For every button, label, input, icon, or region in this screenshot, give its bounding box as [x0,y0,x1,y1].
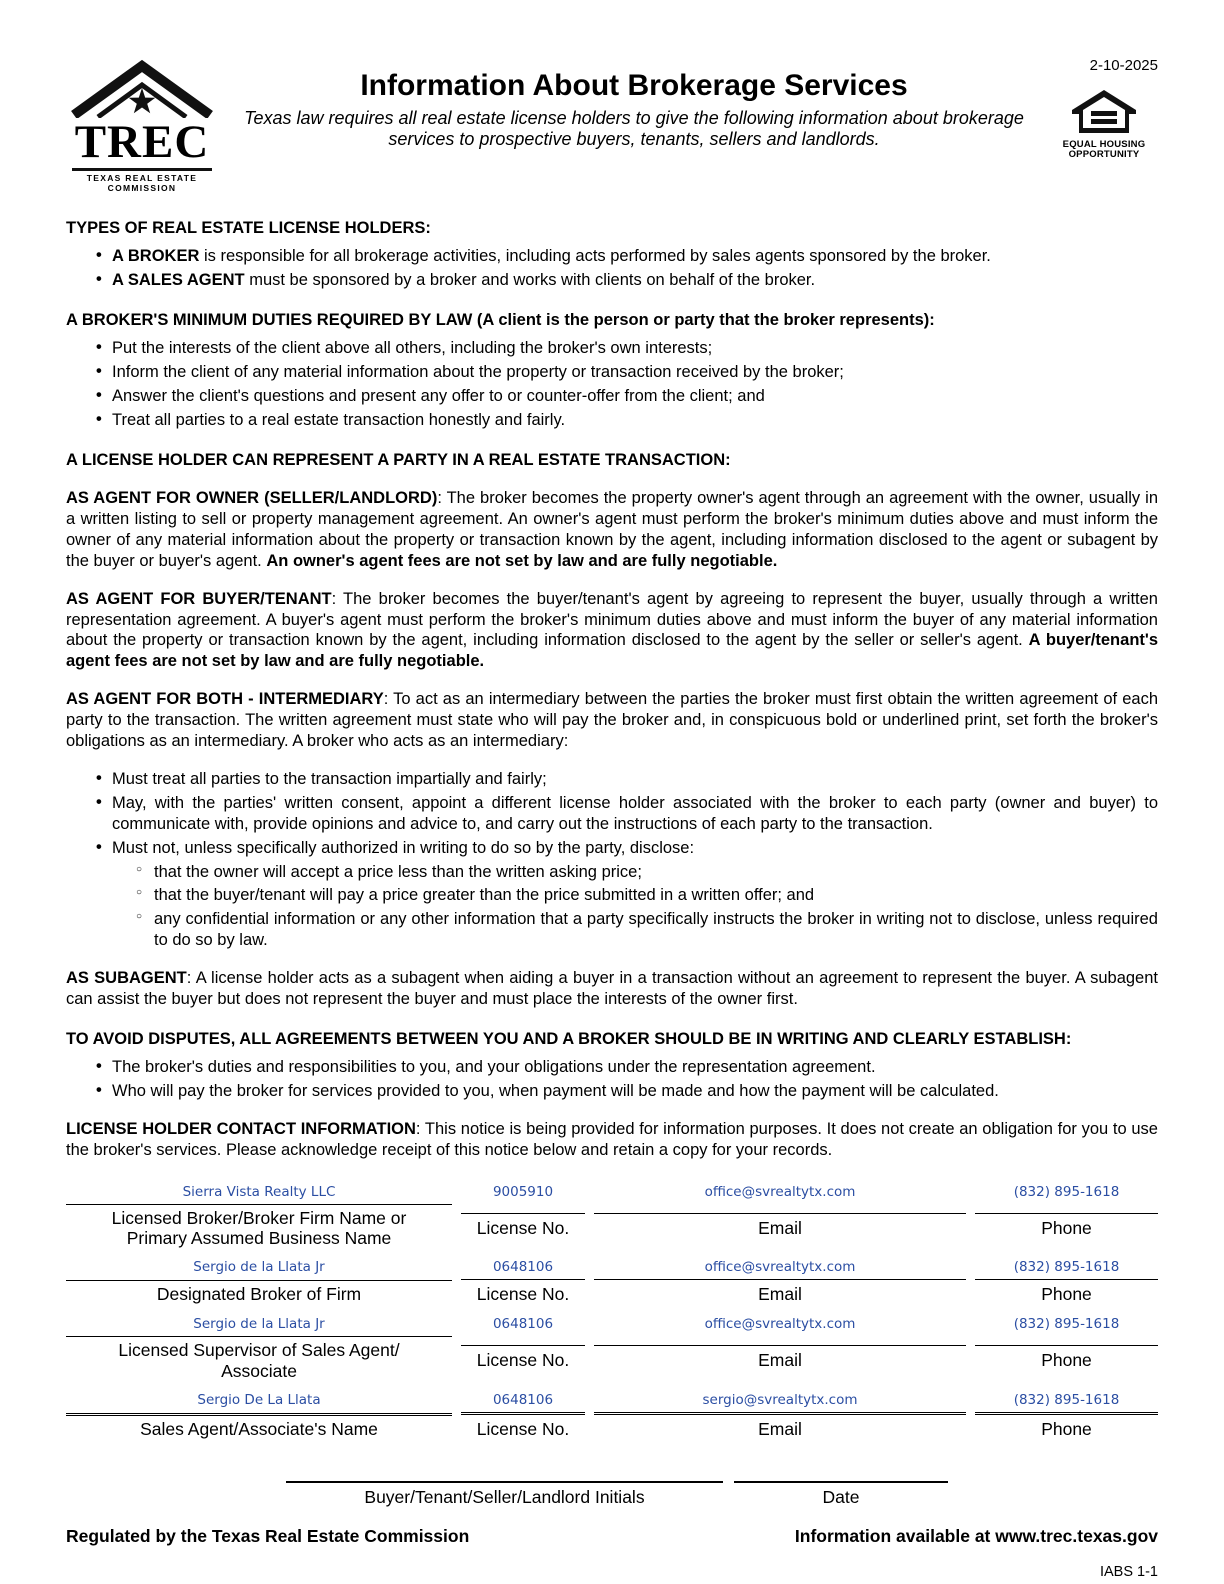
heading-minimum-duties: A BROKER'S MINIMUM DUTIES REQUIRED BY LAW (A client is the person or party that the broker represents): [66,311,935,330]
footer-info-available: Information available at www.trec.texas.gov [794,1526,1158,1547]
para-contact-information [66,1119,1158,1161]
equal-housing-caption-1: EQUAL HOUSING [1062,139,1146,150]
trec-acronym: TREC [74,115,210,168]
bullet-duty-1: • Put the interests of the client above all others, including the broker's own interests; [66,338,1158,359]
bullet-intermediary-2: • May, with the parties' written consent, appoint a different license holder associated with the broker to each party (owner and buyer) to communicate with, provide opinions and advice to, and carry out the instructions of each party to the transaction. [66,793,1158,835]
subbullet-intermediary-3: ○ any confidential information or any other information that a party specifically instructs the broker in writing not to disclose, unless required to do so by law. [66,909,1158,951]
bullet-broker [66,246,1158,267]
date-signature-line[interactable] [734,1481,948,1508]
table-row-designated-broker-values [66,1253,1158,1279]
table-row-designated-broker-labels [66,1279,1158,1310]
form-footer [66,1525,1158,1547]
sales-agent-email-value: sergio@svrealtytx.com [702,1391,858,1408]
table-row-broker-firm-values [66,1178,1158,1204]
table-row-supervisor-labels [66,1336,1158,1385]
para-subagent [66,968,1158,1010]
para-agent-for-owner [66,488,1158,572]
para-subagent-text: : A license holder acts as a subagent when aiding a buyer in a transaction without an agreement to represent the buyer. A subagent can assist the buyer but does not represent the buyer and must place the interests of the owner first. [66,969,1158,1009]
para-agent-for-buyer-lead: AS AGENT FOR BUYER/TENANT [66,589,332,608]
bullet-duty-3: • Answer the client's questions and present any offer to or counter-offer from the client; and [66,386,1158,407]
para-agent-for-owner-bold-tail: An owner's agent fees are not set by law and are fully negotiable. [266,551,778,570]
designated-broker-phone-value: (832) 895-1618 [1013,1258,1120,1275]
para-contact-information-lead: LICENSE HOLDER CONTACT INFORMATION [66,1120,416,1139]
form-code: IABS 1-1 [1099,1564,1158,1581]
header-title-block [218,56,1050,151]
broker-firm-license-label: License No. [461,1213,585,1244]
header-right-block [1050,56,1158,160]
heading-types-of-license-holders: TYPES OF REAL ESTATE LICENSE HOLDERS: [66,219,431,238]
bullet-duty-4: • Treat all parties to a real estate transaction honestly and fairly. [66,410,1158,431]
supervisor-phone-value: (832) 895-1618 [1013,1316,1120,1333]
equal-housing-caption-2: OPPORTUNITY [1068,148,1140,160]
para-agent-for-buyer [66,589,1158,673]
broker-firm-name-value: Sierra Vista Realty LLC [182,1183,336,1200]
bullet-intermediary-3: • Must not, unless specifically authorized in writing to do so by the party, disclose: [66,838,1158,859]
broker-firm-email-label: Email [594,1213,966,1244]
equal-housing-icon [1070,120,1138,138]
table-row-sales-agent-values [66,1386,1158,1412]
supervisor-name-value: Sergio de la Llata Jr [193,1316,325,1333]
designated-broker-license-value: 0648106 [492,1258,554,1275]
bullet-sales-agent-text: must be sponsored by a broker and works with clients on behalf of the broker. [244,271,816,290]
sales-agent-name-label: Sales Agent/Associate's Name [66,1413,452,1444]
form-header [66,56,1158,194]
sales-agent-name-value: Sergio De La Llata [197,1391,321,1408]
bullet-disputes-2: • Who will pay the broker for services provided to you, when payment will be made and how the payment will be calculated. [66,1081,1158,1102]
supervisor-email-label: Email [594,1345,966,1376]
trec-rule [72,168,212,171]
sales-agent-phone-label: Phone [975,1412,1158,1445]
supervisor-email-value: office@svrealtytx.com [704,1316,856,1333]
license-holder-contact-table [66,1178,1158,1446]
sales-agent-phone-value: (832) 895-1618 [1013,1391,1120,1408]
bullet-duty-2: • Inform the client of any material information about the property or transaction received by the broker; [66,362,1158,383]
bullet-broker-lead: A BROKER [112,247,200,266]
para-agent-for-owner-text: : The broker becomes the property owner's agent through an agreement with the owner, usually in a written listing to sell or property management agreement. An owner's agent must perform the broker's minimum duties above and must inform the owner of any material information about the property or transaction known by the agent, including information disclosed to the agent or subagent by the buyer or buyer's agent. [66,488,1159,570]
trec-logo [66,56,218,194]
bullet-intermediary-1: • Must treat all parties to the transaction impartially and fairly; [66,769,1158,790]
table-row-sales-agent-labels [66,1412,1158,1445]
para-contact-information-text: : This notice is being provided for information purposes. It does not create an obligation for you to use the broker's services. Please acknowledge receipt of this notice below and retain a copy for your records. [66,1120,1158,1160]
subbullet-intermediary-1: ○ that the owner will accept a price less than the written asking price; [66,862,1158,883]
page-title: Information About Brokerage Services [360,69,908,102]
para-agent-for-owner-lead: AS AGENT FOR OWNER (SELLER/LANDLORD) [66,488,438,507]
supervisor-license-value: 0648106 [492,1316,554,1333]
designated-broker-email-value: office@svrealtytx.com [704,1258,856,1275]
broker-firm-phone-value: (832) 895-1618 [1013,1183,1120,1200]
bullet-disputes-1: • The broker's duties and responsibilities to you, and your obligations under the representation agreement. [66,1057,1158,1078]
heading-represent-party: A LICENSE HOLDER CAN REPRESENT A PARTY IN A REAL ESTATE TRANSACTION: [66,450,731,469]
initials-signature-line[interactable] [286,1481,723,1508]
heading-avoid-disputes: TO AVOID DISPUTES, ALL AGREEMENTS BETWEEN YOU AND A BROKER SHOULD BE IN WRITING AND CLEARLY ESTABLISH: [66,1030,1072,1049]
designated-broker-name-label: Designated Broker of Firm [66,1280,452,1309]
designated-broker-name-value: Sergio de la Llata Jr [193,1258,325,1275]
table-row-supervisor-values [66,1310,1158,1336]
supervisor-license-label: License No. [461,1345,585,1376]
table-row-broker-firm-labels [66,1204,1158,1253]
para-agent-for-buyer-text: : The broker becomes the buyer/tenant's agent by agreeing to represent the buyer, usually through a written representation agreement. A buyer's agent must perform the broker's minimum duties above and must inform the buyer of any material information about the property or transaction known by the agent, including information disclosed to the agent by the seller or seller's agent. [66,589,1158,650]
broker-firm-name-label: Licensed Broker/Broker Firm Name or Primary Assumed Business Name [66,1204,452,1253]
broker-firm-license-value: 9005910 [492,1183,554,1200]
date-label: Date [822,1487,860,1508]
designated-broker-license-label: License No. [461,1279,585,1310]
subbullet-intermediary-2: ○ that the buyer/tenant will pay a price greater than the price submitted in a written offer; and [66,885,1158,906]
form-revision-date: 2-10-2025 [1089,57,1158,74]
supervisor-name-label: Licensed Supervisor of Sales Agent/ Associate [66,1336,452,1385]
sales-agent-license-label: License No. [461,1412,585,1445]
initials-label: Buyer/Tenant/Seller/Landlord Initials [364,1487,645,1508]
broker-firm-phone-label: Phone [975,1213,1158,1244]
para-intermediary-text: : To act as an intermediary between the parties the broker must first obtain the written agreement of each party to the transaction. The written agreement must state who will pay the broker and, in conspicuous bold or underlined print, set forth the broker's obligations as an intermediary. A broker who acts as an intermediary: [66,690,1158,751]
sales-agent-email-label: Email [594,1412,966,1445]
para-subagent-lead: AS SUBAGENT [66,969,187,988]
bullet-sales-agent [66,270,1158,291]
para-agent-for-buyer-bold-tail: A buyer/tenant's agent fees are not set by law and are fully negotiable. [66,631,1158,671]
page-subtitle: Texas law requires all real estate license holders to give the following information about brokerage services to prospective buyers, tenants, sellers and landlords. [244,107,1024,150]
trec-caption: TEXAS REAL ESTATE COMMISSION [86,172,198,194]
supervisor-phone-label: Phone [975,1345,1158,1376]
bullet-sales-agent-lead: A SALES AGENT [112,271,245,290]
designated-broker-phone-label: Phone [975,1279,1158,1310]
para-intermediary-lead: AS AGENT FOR BOTH - INTERMEDIARY [66,690,384,709]
signature-area [66,1481,1158,1508]
footer-regulated-by: Regulated by the Texas Real Estate Commission [66,1526,470,1547]
sales-agent-license-value: 0648106 [492,1391,554,1408]
designated-broker-email-label: Email [594,1279,966,1310]
bullet-broker-text: is responsible for all brokerage activities, including acts performed by sales agents sponsored by the broker. [199,247,991,266]
para-intermediary [66,689,1158,752]
broker-firm-email-value: office@svrealtytx.com [704,1183,856,1200]
